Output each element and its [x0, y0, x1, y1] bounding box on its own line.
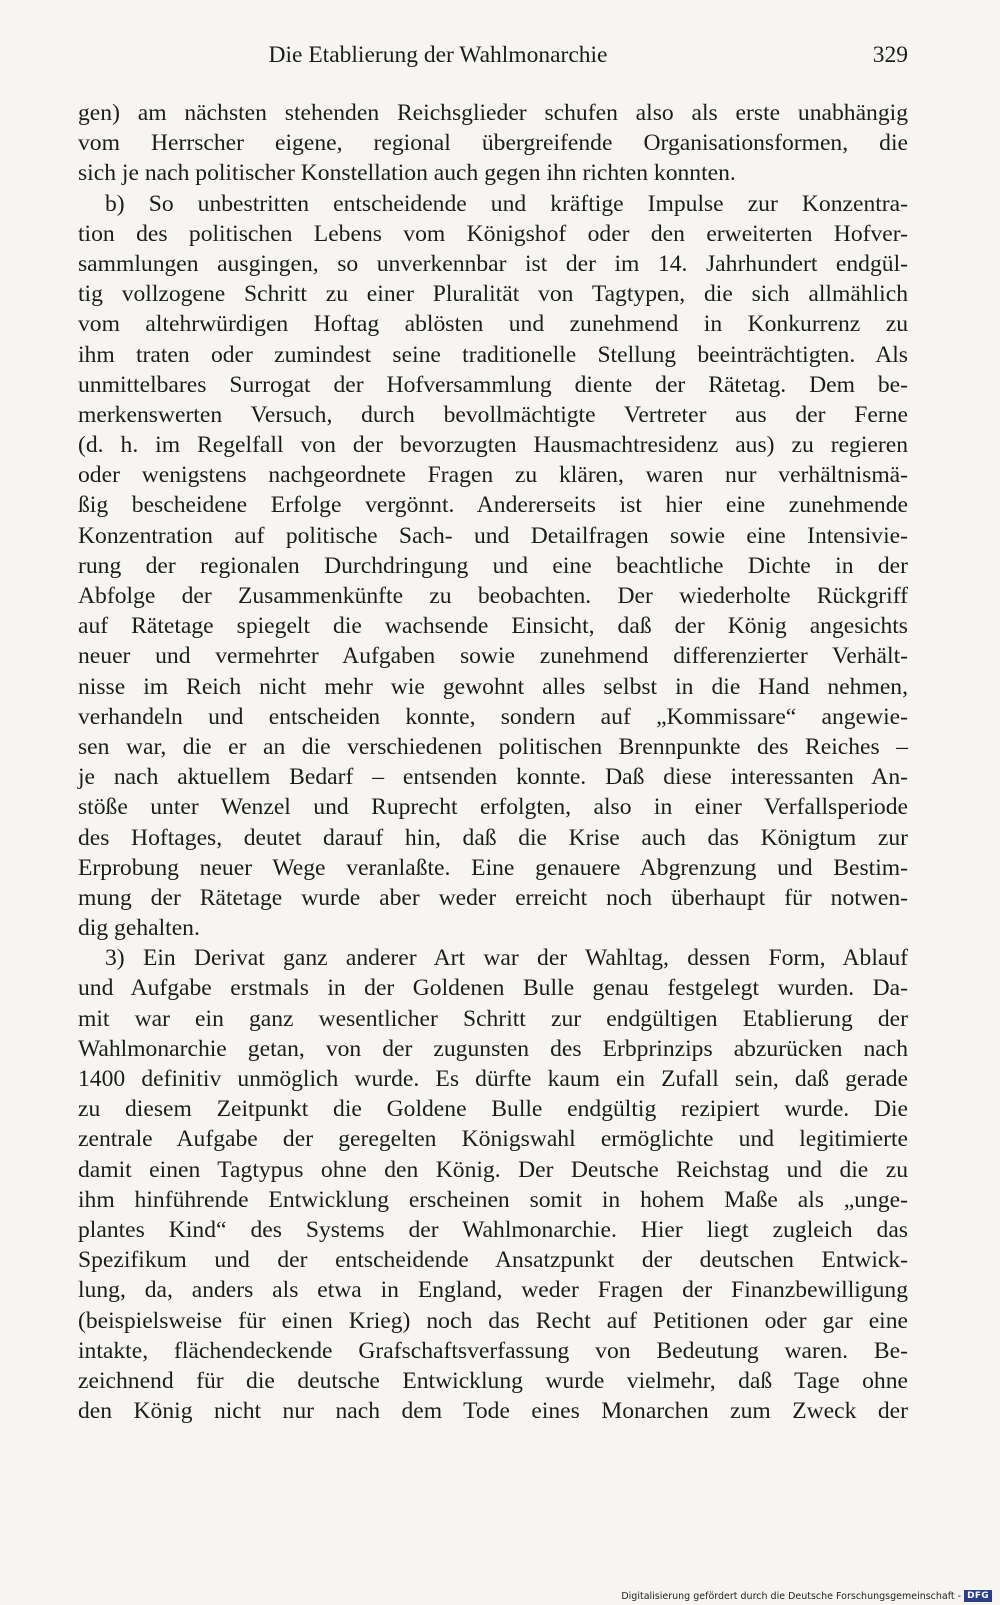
- body-text: [78, 98, 908, 1426]
- running-head: [78, 42, 908, 76]
- footer-text: Digitalisierung gefördert durch die Deutsche Forschungsgemeinschaft -: [621, 1590, 962, 1602]
- text-line: merkenswerten Versuch, durch bevollmächtigte Vertreter aus der Ferne: [78, 401, 908, 428]
- text-line: zu diesem Zeitpunkt die Goldene Bulle endgültig rezipiert wurde. Die: [78, 1096, 908, 1123]
- text-line: ßig bescheidene Erfolge vergönnt. Andererseits ist hier eine zunehmende: [78, 492, 908, 519]
- text-line: zeichnend für die deutsche Entwicklung wurde vielmehr, daß Tage ohne: [78, 1367, 908, 1394]
- text-line: neuer und vermehrter Aufgaben sowie zunehmend differenzierter Verhält-: [78, 643, 908, 670]
- text-line: sich je nach politischer Konstellation auch gegen ihn richten konnten.: [78, 160, 736, 187]
- text-line: tion des politischen Lebens vom Königshof oder den erweiterten Hofver-: [78, 220, 908, 247]
- text-line: vom Herrscher eigene, regional übergreifende Organisationsformen, die: [78, 130, 908, 157]
- text-line: auf Rätetage spiegelt die wachsende Einsicht, daß der König angesichts: [78, 613, 908, 640]
- text-line: oder wenigstens nachgeordnete Fragen zu klären, waren nur verhältnismä-: [78, 462, 908, 489]
- text-line: dig gehalten.: [78, 915, 200, 942]
- text-line: Spezifikum und der entscheidende Ansatzpunkt der deutschen Entwick-: [78, 1247, 908, 1274]
- text-line: 1400 definitiv unmöglich wurde. Es dürfte kaum ein Zufall sein, daß gerade: [78, 1066, 908, 1092]
- text-line: gen) am nächsten stehenden Reichsglieder schufen also als erste unabhängig: [78, 100, 908, 126]
- text-line: nisse im Reich nicht mehr wie gewohnt alles selbst in die Hand nehmen,: [78, 673, 908, 700]
- text-line: ihm traten oder zumindest seine traditionelle Stellung beeinträchtigten. Als: [78, 341, 908, 368]
- text-line: Wahlmonarchie getan, von der zugunsten des Erbprinzips abzurücken nach: [78, 1035, 908, 1062]
- text-line: b) So unbestritten entscheidende und kräftige Impulse zur Konzentra-: [105, 190, 908, 217]
- text-line: je nach aktuellem Bedarf – entsenden konnte. Daß diese interessanten An-: [78, 764, 908, 791]
- text-line: 3) Ein Derivat ganz anderer Art war der Wahltag, dessen Form, Ablauf: [105, 945, 908, 972]
- text-line: (d. h. im Regelfall von der bevorzugten Hausmachtresidenz aus) zu regieren: [78, 432, 908, 459]
- text-line: intakte, flächendeckende Grafschaftsverfassung von Bedeutung waren. Be-: [78, 1337, 908, 1364]
- text-line: und Aufgabe erstmals in der Goldenen Bulle genau festgelegt wurden. Da-: [78, 975, 908, 1002]
- dfg-logo: DFG: [964, 1590, 992, 1602]
- text-line: rung der regionalen Durchdringung und eine beachtliche Dichte in der: [78, 552, 908, 579]
- text-line: mit war ein ganz wesentlicher Schritt zur endgültigen Etablierung der: [78, 1005, 908, 1032]
- text-line: vom altehrwürdigen Hoftag ablösten und zunehmend in Konkurrenz zu: [78, 311, 908, 338]
- text-line: sammlungen ausgingen, so unverkennbar ist der im 14. Jahrhundert endgül-: [78, 250, 908, 277]
- text-line: des Hoftages, deutet darauf hin, daß die Krise auch das Königtum zur: [78, 824, 908, 851]
- text-line: (beispielsweise für einen Krieg) noch das Recht auf Petitionen oder gar eine: [78, 1307, 908, 1334]
- text-line: damit einen Tagtypus ohne den König. Der Deutsche Reichstag und die zu: [78, 1156, 908, 1183]
- text-line: zentrale Aufgabe der geregelten Königswahl ermöglichte und legitimierte: [78, 1126, 908, 1153]
- text-line: Konzentration auf politische Sach- und Detailfragen sowie eine Intensivie-: [78, 522, 908, 549]
- text-line: lung, da, anders als etwa in England, weder Fragen der Finanzbewilligung: [78, 1277, 908, 1304]
- text-line: unmittelbares Surrogat der Hofversammlung diente der Rätetag. Dem be-: [78, 371, 908, 398]
- text-line: sen war, die er an die verschiedenen politischen Brennpunkte des Reiches –: [78, 733, 908, 760]
- text-line: Abfolge der Zusammenkünfte zu beobachten. Der wiederholte Rückgriff: [78, 583, 908, 609]
- page-number: 329: [872, 42, 908, 68]
- text-line: tig vollzogene Schritt zu einer Pluralität von Tagtypen, die sich allmählich: [78, 281, 908, 308]
- text-line: verhandeln und entscheiden konnte, sondern auf „Kommissare“ angewie-: [78, 703, 908, 730]
- digitization-footer: [621, 1590, 992, 1602]
- running-head-title: Die Etablierung der Wahlmonarchie: [268, 42, 608, 68]
- text-line: Erprobung neuer Wege veranlaßte. Eine genauere Abgrenzung und Bestim-: [78, 854, 908, 881]
- text-line: ihm hinführende Entwicklung erscheinen somit in hohem Maße als „unge-: [78, 1186, 908, 1213]
- text-line: den König nicht nur nach dem Tode eines Monarchen zum Zweck der: [78, 1398, 908, 1425]
- text-line: plantes Kind“ des Systems der Wahlmonarchie. Hier liegt zugleich das: [78, 1216, 908, 1243]
- text-line: mung der Rätetage wurde aber weder erreicht noch überhaupt für notwen-: [78, 884, 908, 911]
- text-line: stöße unter Wenzel und Ruprecht erfolgten, also in einer Verfallsperiode: [78, 794, 908, 821]
